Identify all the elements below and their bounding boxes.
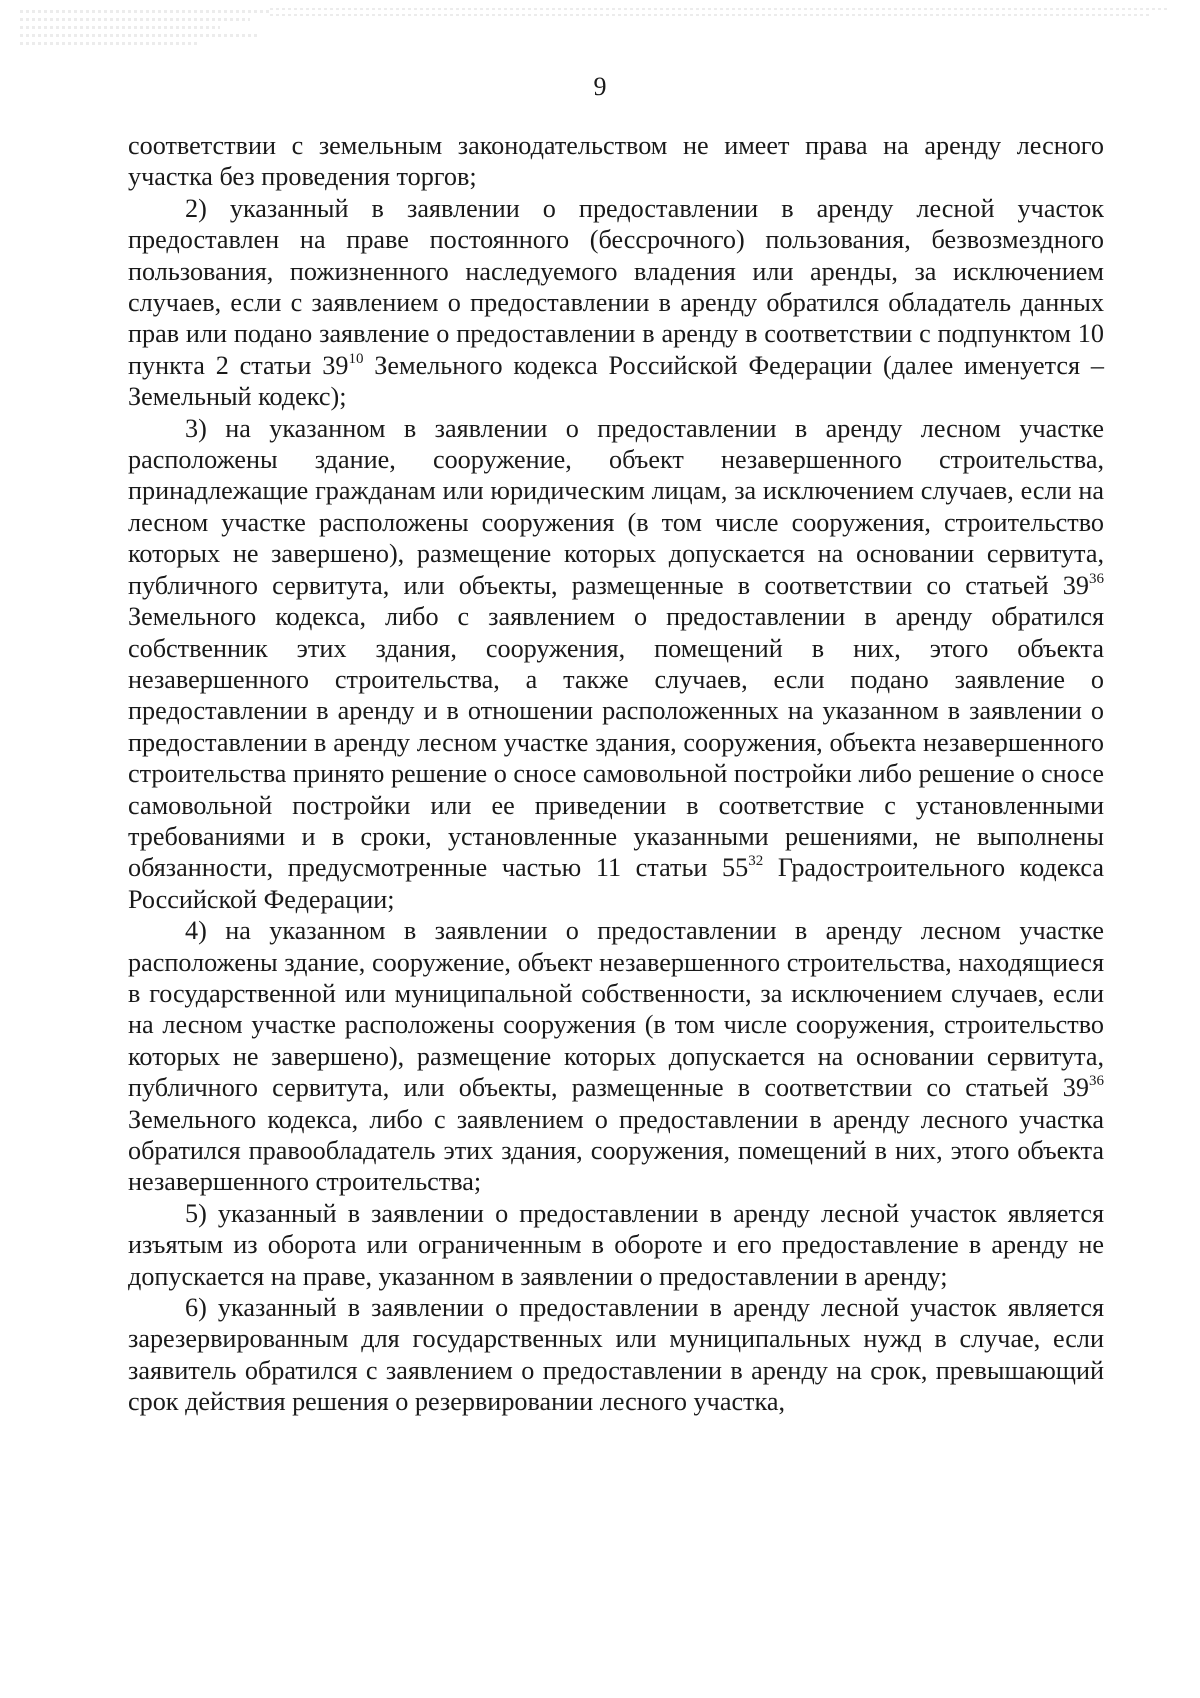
paragraph-item-3 [128,413,1104,916]
paragraph-item-4 [128,915,1104,1198]
paragraph-item-6: 6) указанный в заявлении о предоставлении в аренду лесной участок является зарезервированным для государственных или муниципальных нужд в случае, если заявитель обратился с заявлением о предоставлении в аренду на срок, превышающий срок действия решения о резервировании лесного участка, [128,1293,1104,1417]
item-4-text-end: Земельного кодекса, либо с заявлением о предоставлении в аренду лесного участка обратился правообладатель этих здания, сооружения, помещений в них, этого объекта незавершенного строительства; [128,1104,1104,1197]
item-2-text-end: Земельного кодекса Российской Федерации (далее именуется – Земельный кодекс); [128,350,1105,412]
paragraph-continuation: соответствии с земельным законодательством не имеет права на аренду лесного участка без проведения торгов; [128,131,1104,192]
item-3-superscript-1: 36 [1089,570,1104,587]
item-3-superscript-2: 32 [748,853,764,870]
item-4-text: 4) на указанном в заявлении о предоставлении в аренду лесном участке расположены здание, сооружение, объект незавершенного строительства, находящиеся в государственной или муниципальной собственности, за исключением случаев, если на лесном участке расположены сооружения (в том числе сооружения, строительство которых не завершено), размещение которых допускается на основании сервитута, публичного сервитута, или объекты, размещенные в соответствии со статьей 39 [128,916,1104,1103]
scan-header-artifact [0,0,1200,70]
item-3-text-end: Градостроительного кодекса Российской Федерации; [128,853,1104,914]
paragraph-item-2 [128,193,1104,413]
item-4-superscript: 36 [1089,1073,1104,1090]
paragraph-item-5: 5) указанный в заявлении о предоставлении в аренду лесной участок является изъятым из оборота или ограниченным в обороте и его предоставление в аренду не допускается на праве, указанном в заявлении о предоставлении в аренду; [128,1198,1104,1291]
item-2-superscript: 10 [348,350,364,367]
item-3-text: 3) на указанном в заявлении о предоставлении в аренду лесном участке расположены здание, сооружение, объект незавершенного строительства, принадлежащие гражданам или юридическим лицам, за исключением случаев, если на лесном участке расположены сооружения (в том числе сооружения, строительство которых не завершено), размещение которых допускается на основании сервитута, публичного сервитута, или объекты, размещенные в соответствии со статьей 39 [128,413,1104,600]
page-number: 9 [593,72,607,101]
document-body [128,130,1104,1418]
item-2-text: 2) указанный в заявлении о предоставлении в аренду лесной участок предоставлен на праве постоянного (бессрочного) пользования, безвозмездного пользования, пожизненного наследуемого владения или аренды, за исключением случаев, если с заявлением о предоставлении в аренду обратился обладатель данных прав или подано заявление о предоставлении в аренду в соответствии с подпунктом 10 пункта 2 статьи 39 [128,193,1104,380]
item-3-text-middle: Земельного кодекса, либо с заявлением о предоставлении в аренду обратился собственник этих здания, сооружения, помещений в них, этого объекта незавершенного строительства, а также случаев, если подано заявление о предоставлении в аренду и в отношении расположенных на указанном в заявлении о предоставлении в аренду лесном участке здания, сооружения, объекта незавершенного строительства принято решение о сносе самовольной постройки либо решение о сносе самовольной постройки или ее приведении в соответствие с установленными требованиями и в сроки, установленные указанными решениями, не выполнены обязанности, предусмотренные частью 11 статьи 55 [128,602,1104,883]
